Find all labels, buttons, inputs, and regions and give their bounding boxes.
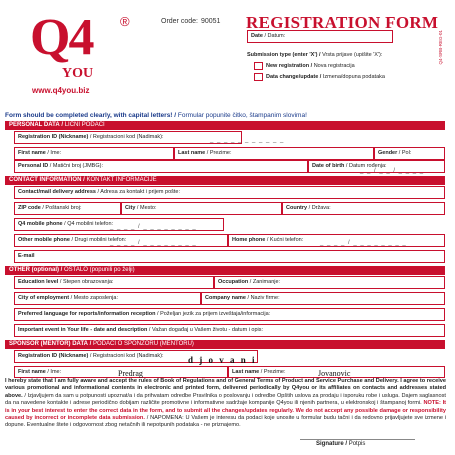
section-sponsor: SPONSOR (MENTOR) DATA / PODACI O SPONZORU (MENTORU)	[5, 340, 445, 349]
sponsor-id-field[interactable]: Registration ID (Nickname) / Registracioni kod (Nadimak):	[14, 350, 258, 363]
event-field[interactable]: Important event in Your life - date and description / Važan događaj u Vašem životu - datum i opis:	[14, 324, 445, 337]
sponsor-last-name-value: Jovanovic	[318, 369, 351, 378]
employment-city-field[interactable]: City of employment / Mesto zaposlenja:	[14, 292, 201, 305]
signature-label: Signature / Potpis	[316, 441, 366, 447]
zip-field[interactable]: ZIP code / Poštanski broj:	[14, 202, 121, 215]
legal-statement: I hereby state that I am fully aware and accept the rules of Book of Regulations and of General Terms of Product and Service Purchase and Delivery. I agree to receive various promotional and informational contents in electronic and printed form, delivered periodically by Q4you or its affiliates on contacts and addresses stated above. / Izjavljujem da sam u potpunosti upoznat/a i da prihvatam odredbe Pravilnika o poslovanju i odredbe Opštih uslova za prodaju i isporuku robe i usluga. Dajem saglasnost da na navedene kontakte i adrese periodično dobijam različite promotivne i informativne sadržaje kompanije Q4you ili njenih partnera, u elektronskoj i štampanoj formi. NOTE: It is in your best interest to enter the correct data in the form, and to submit all the changes/updates regularly. We do not accept any possible damage or responsibility caused by incorrect or incomplete data submission. / NAPOMENA: U Vašem je interesu da podaci koje unosite u formular budu tačni i da redovno prijavljujete sve izmene i dopune. Eventualne štete i odgovornost zbog netačnih ili nepotpunih podataka - ne priznajemo.	[5, 378, 447, 429]
intro-text: Form should be completed clearly, with capital letters! / Formular popunite čitko, štampanim slovima!	[5, 112, 307, 119]
email-field[interactable]: E-mail	[14, 250, 445, 263]
language-field[interactable]: Preferred language for reports/information reception / Poželjan jezik za prijem izveštaja/informacija:	[14, 308, 445, 321]
reg-id-field[interactable]: Registration ID (Nickname) / Registracioni kod (Nadimak):	[14, 131, 242, 144]
website: www.q4you.biz	[32, 86, 90, 95]
other-mobile-field[interactable]: Other mobile phone / Drugi mobilni telefon:	[14, 234, 228, 247]
dob-marks: _ _ / _ _ / _ _ _ _	[360, 168, 425, 174]
reg-id-marks: _ _ _ _ _ _ _ _ _ _ _	[210, 137, 285, 143]
home-phone-marks: _ _ _ _ / _ _ _ _ _ _ _ _	[320, 240, 407, 246]
city-field[interactable]: City / Mesto:	[121, 202, 282, 215]
order-code: Order code: 90051	[161, 18, 221, 25]
company-field[interactable]: Company name / Naziv firme:	[201, 292, 445, 305]
personal-id-field[interactable]: Personal ID / Matični broj (JMBG):	[14, 160, 308, 173]
data-change-checkbox[interactable]	[254, 73, 263, 81]
home-phone-field[interactable]: Home phone / Kućni telefon:	[228, 234, 445, 247]
dob-field[interactable]: Date of birth / Datum rođenja:	[308, 160, 445, 173]
mobile-marks: _ _ _ _ / _ _ _ _ _ _ _ _	[110, 224, 197, 230]
first-name-field[interactable]: First name / Ime:	[14, 147, 174, 160]
mobile-field[interactable]: Q4 mobile phone / Q4 mobilni telefon:	[14, 218, 224, 231]
date-field[interactable]: Date / Datum:	[247, 30, 393, 43]
sponsor-first-name-value: Predrag	[118, 369, 143, 378]
sponsor-last-name-field[interactable]: Last name / Prezime:	[228, 366, 445, 378]
signature-line[interactable]	[300, 439, 415, 440]
country-field[interactable]: Country / Država:	[282, 202, 445, 215]
other-mobile-marks: _ _ _ _ / _ _ _ _ _ _ _ _	[110, 240, 197, 246]
submission-type-label: Submission type (enter 'X') / Vrsta prijave (upišite 'X'):	[247, 52, 383, 58]
section-contact: CONTACT INFORMATION / KONTAKT INFORMACIJE	[5, 176, 445, 185]
form-title: REGISTRATION FORM	[246, 13, 439, 32]
new-registration-checkbox[interactable]	[254, 62, 263, 70]
sponsor-id-value: d j o v a n i	[188, 355, 257, 365]
side-code: Q4-SRB-REG-01	[438, 30, 443, 65]
gender-field[interactable]: Gender / Pol:	[374, 147, 445, 160]
education-field[interactable]: Education level / Stepen obrazovanja:	[14, 276, 214, 289]
q4you-logo	[30, 9, 135, 86]
logo-sub: YOU	[62, 66, 94, 81]
logo-text: Q4	[30, 9, 93, 66]
last-name-field[interactable]: Last name / Prezime:	[174, 147, 374, 160]
section-other: OTHER (optional) / OSTALO (popunili po želji)	[5, 266, 445, 275]
registered-mark: ®	[120, 14, 130, 29]
section-personal: PERSONAL DATA / LIČNI PODACI	[5, 121, 445, 130]
new-registration-label: New registration / Nova registracija	[266, 63, 355, 69]
data-change-label: Data change/update / Izmena/dopuna podataka	[266, 74, 385, 80]
address-field[interactable]: Contact/mail delivery address / Adresa za kontakt i prijem pošte:	[14, 186, 445, 199]
sponsor-first-name-field[interactable]: First name / Ime:	[14, 366, 228, 378]
occupation-field[interactable]: Occupation / Zanimanje:	[214, 276, 445, 289]
